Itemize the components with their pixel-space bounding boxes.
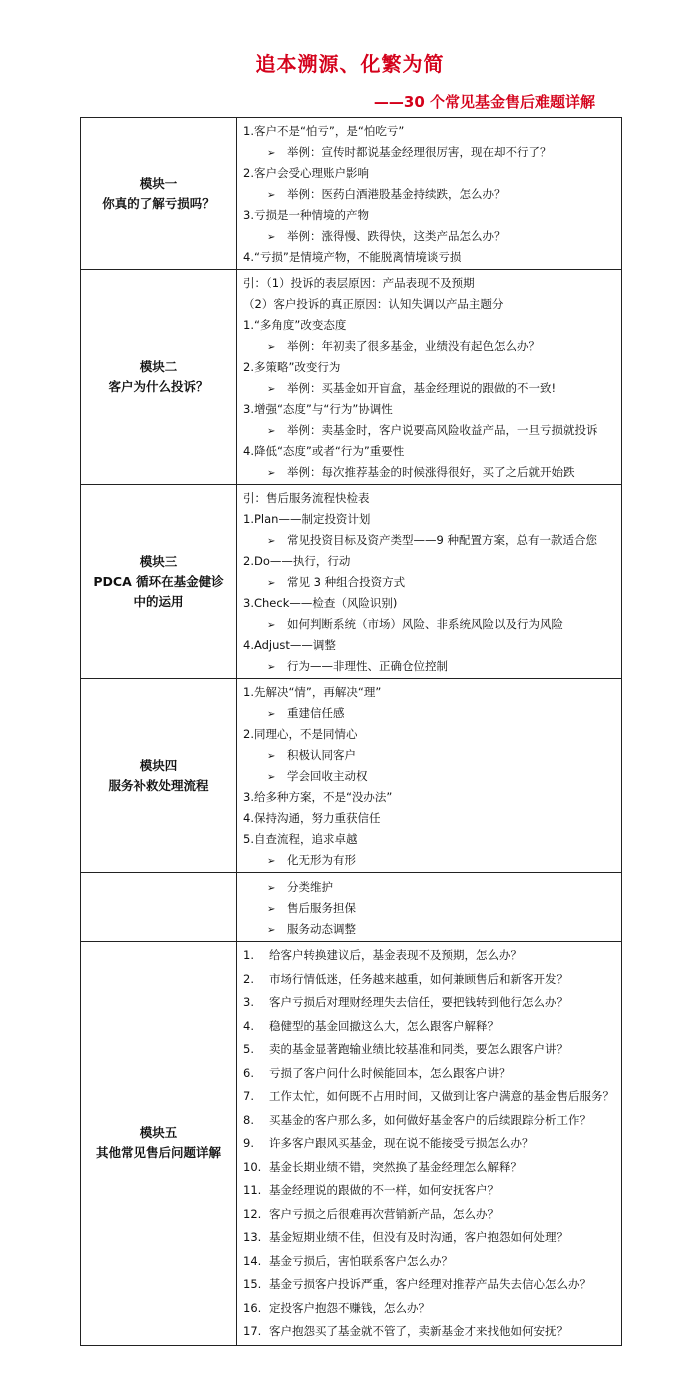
question-item: [237, 1038, 621, 1062]
bullet-item: [237, 614, 621, 635]
question-number: 4.: [243, 1018, 254, 1033]
question-number: 2.: [243, 971, 254, 986]
bullet-text: 举例：宣传时都说基金经理很厉害，现在却不行了？: [287, 145, 552, 159]
module-title-line: PDCA 循环在基金健诊: [93, 573, 224, 589]
outline-item: 3.增强“态度”与“行为”协调性: [243, 402, 393, 416]
module-title-line: 模块一: [139, 175, 178, 191]
module-content-cell: [237, 118, 622, 270]
outline-item: 2.同理心，不是同情心: [243, 727, 358, 741]
outline-item: 1.Plan——制定投资计划: [243, 512, 371, 526]
bullet-item: [237, 420, 621, 441]
arrow-bullet-icon: ➢: [267, 925, 276, 936]
bullet-text: 举例：卖基金时，客户说要高风险收益产品，一旦亏损就投诉: [287, 423, 598, 437]
arrow-bullet-icon: ➢: [267, 856, 276, 867]
bullet-item: [237, 336, 621, 357]
module-title-cell: [81, 485, 237, 679]
outline-item: 1.客户不是“怕亏”，是“怕吃亏”: [243, 124, 405, 138]
arrow-bullet-icon: ➢: [267, 148, 276, 159]
question-item: [237, 944, 621, 968]
module-row: [81, 942, 622, 1346]
module-title-line: 你真的了解亏损吗？: [102, 195, 215, 211]
module-title-line: 中的运用: [133, 593, 184, 609]
course-outline-table: [80, 117, 622, 873]
outline-item: 2.多策略”改变行为: [243, 360, 341, 374]
question-text: 市场行情低迷，任务越来越重，如何兼顾售后和新客开发？: [269, 971, 568, 986]
module-row: [81, 118, 622, 270]
module-row: [81, 873, 622, 942]
outline-item: 2.Do——执行，行动: [243, 554, 351, 568]
question-item: [237, 968, 621, 992]
module-title-cell: [81, 873, 237, 942]
question-number: 3.: [243, 995, 254, 1009]
bullet-text: 举例：涨得慢、跌得快，这类产品怎么办？: [287, 229, 506, 243]
question-text: 给客户转换建议后，基金表现不及预期，怎么办？: [269, 948, 522, 962]
module-row: [81, 679, 622, 873]
question-item: [237, 1156, 621, 1180]
question-text: 基金经理说的跟做的不一样，如何安抚客户？: [269, 1183, 499, 1197]
outline-item: 4.降低“态度”或者“行为”重要性: [243, 444, 405, 458]
bullet-text: 举例：医药白酒港股基金持续跌，怎么办？: [287, 187, 506, 201]
question-number: 15.: [243, 1277, 262, 1291]
question-item: [237, 1062, 621, 1086]
outline-item: 4.“亏损”是情境产物，不能脱离情境谈亏损: [243, 250, 462, 264]
arrow-bullet-icon: ➢: [267, 536, 276, 547]
question-number: 8.: [243, 1112, 254, 1127]
bullet-text: 举例：每次推荐基金的时候涨得很好，买了之后就开始跌: [287, 465, 575, 479]
bullet-item: [237, 766, 621, 787]
document-title: 追本溯源、化繁为简: [255, 52, 445, 76]
question-item: [237, 1179, 621, 1203]
outline-item: 引：售后服务流程快检表: [243, 491, 370, 505]
outline-item: 2.客户会受心理账户影响: [243, 166, 369, 180]
bullet-text: 积极认同客户: [287, 748, 356, 762]
bullet-item: [237, 226, 621, 247]
question-item: [237, 1297, 621, 1321]
outline-item: 5.自查流程，追求卓越: [243, 832, 358, 846]
arrow-bullet-icon: ➢: [267, 751, 276, 762]
bullet-item: [237, 898, 621, 919]
module-title-line: 其他常见售后问题详解: [95, 1145, 221, 1161]
outline-item: 4.保持沟通，努力重获信任: [243, 811, 381, 825]
question-text: 许多客户跟风买基金，现在说不能接受亏损怎么办？: [269, 1136, 534, 1150]
outline-item: 1.先解决“情”，再解决“理”: [243, 685, 382, 699]
question-number: 10.: [243, 1159, 262, 1174]
arrow-bullet-icon: ➢: [267, 342, 276, 353]
question-item: [237, 1109, 621, 1133]
question-item: [237, 1132, 621, 1156]
module-title-cell: [81, 118, 237, 270]
outline-item: （2）客户投诉的真正原因：认知失调以产品主题分: [243, 297, 504, 311]
question-number: 7.: [243, 1089, 254, 1103]
question-text: 买基金的客户那么多，如何做好基金客户的后续跟踪分析工作？: [269, 1112, 591, 1127]
question-item: [237, 991, 621, 1015]
bullet-text: 学会回收主动权: [287, 769, 368, 783]
bullet-item: [237, 703, 621, 724]
question-number: 6.: [243, 1065, 254, 1080]
question-item: [237, 1273, 621, 1297]
arrow-bullet-icon: ➢: [267, 904, 276, 915]
outline-item: 引：（1）投诉的表层原因：产品表现不及预期: [243, 276, 475, 290]
question-item: [237, 1085, 621, 1109]
arrow-bullet-icon: ➢: [267, 190, 276, 201]
question-text: 定投客户抱怨不赚钱，怎么办？: [269, 1300, 430, 1315]
module-title-line: 模块五: [139, 1125, 178, 1141]
question-text: 基金亏损后，害怕联系客户怎么办？: [269, 1253, 453, 1268]
course-outline-table-continued: [80, 872, 622, 1346]
arrow-bullet-icon: ➢: [267, 883, 276, 894]
arrow-bullet-icon: ➢: [267, 578, 276, 589]
arrow-bullet-icon: ➢: [267, 709, 276, 720]
module-title-line: 服务补救处理流程: [108, 777, 209, 793]
bullet-text: 行为——非理性、正确仓位控制: [287, 659, 448, 673]
question-text: 客户亏损之后很难再次营销新产品，怎么办？: [269, 1206, 499, 1221]
outline-item: 3.Check——检查（风险识别): [243, 596, 398, 610]
question-number: 14.: [243, 1253, 262, 1268]
question-number: 9.: [243, 1136, 254, 1150]
outline-item: 4.Adjust——调整: [243, 638, 336, 652]
question-text: 基金长期业绩不错，突然换了基金经理怎么解释？: [269, 1159, 522, 1174]
document-subtitle: ——30 个常见基金售后难题详解: [373, 93, 595, 111]
outline-item: 3.给多种方案，不是“没办法”: [243, 790, 393, 804]
module-content-cell: [237, 942, 622, 1346]
arrow-bullet-icon: ➢: [267, 468, 276, 479]
question-text: 基金短期业绩不佳，但没有及时沟通，客户抱怨如何处理？: [269, 1230, 568, 1244]
question-text: 基金亏损客户投诉严重，客户经理对推荐产品失去信心怎么办？: [269, 1277, 591, 1291]
module-title-line: 模块三: [139, 553, 178, 569]
bullet-text: 售后服务担保: [287, 901, 356, 915]
module-title-line: 模块二: [139, 359, 178, 374]
question-text: 卖的基金显著跑输业绩比较基准和同类，要怎么跟客户讲？: [269, 1042, 568, 1056]
question-text: 稳健型的基金回撤这么大，怎么跟客户解释？: [269, 1018, 499, 1033]
module-title-cell: [81, 942, 237, 1346]
question-text: 工作太忙，如何既不占用时间，又做到让客户满意的基金售后服务？: [269, 1089, 614, 1103]
question-text: 客户抱怨买了基金就不管了，卖新基金才来找他如何安抚？: [269, 1324, 568, 1338]
module-row: [81, 485, 622, 679]
bullet-item: [237, 142, 621, 163]
outline-item: 3.亏损是一种情境的产物: [243, 208, 369, 222]
module-title-cell: [81, 270, 237, 485]
question-number: 1.: [243, 948, 254, 962]
bullet-item: [237, 850, 621, 871]
question-item: [237, 1015, 621, 1039]
question-item: [237, 1226, 621, 1250]
module-row: [81, 270, 622, 485]
outline-item: 1.“多角度”改变态度: [243, 318, 347, 332]
bullet-item: [237, 919, 621, 940]
bullet-item: [237, 378, 621, 399]
question-number: 5.: [243, 1042, 254, 1056]
question-number: 13.: [243, 1230, 262, 1244]
bullet-text: 分类维护: [287, 880, 333, 894]
question-number: 17.: [243, 1324, 262, 1338]
module-content-cell: [237, 270, 622, 485]
arrow-bullet-icon: ➢: [267, 662, 276, 673]
bullet-text: 重建信任感: [287, 706, 345, 720]
bullet-item: [237, 184, 621, 205]
arrow-bullet-icon: ➢: [267, 384, 276, 395]
bullet-text: 常见投资目标及资产类型——9 种配置方案，总有一款适合您: [287, 533, 597, 547]
question-text: 客户亏损后对理财经理失去信任，要把钱转到他行怎么办？: [269, 995, 568, 1009]
arrow-bullet-icon: ➢: [267, 772, 276, 783]
bullet-text: 服务动态调整: [287, 922, 356, 936]
arrow-bullet-icon: ➢: [267, 232, 276, 243]
module-title-line: 客户为什么投诉？: [108, 379, 209, 394]
bullet-text: 常见 3 种组合投资方式: [287, 575, 406, 589]
question-number: 11.: [243, 1183, 262, 1197]
question-number: 12.: [243, 1206, 262, 1221]
bullet-item: [237, 745, 621, 766]
module-content-cell: [237, 485, 622, 679]
bullet-item: [237, 530, 621, 551]
question-item: [237, 1320, 621, 1344]
bullet-item: [237, 877, 621, 898]
module-content-cell: [237, 679, 622, 873]
question-item: [237, 1250, 621, 1274]
question-number: 16.: [243, 1300, 262, 1315]
bullet-item: [237, 656, 621, 677]
question-text: 亏损了客户问什么时候能回本，怎么跟客户讲？: [269, 1065, 511, 1080]
arrow-bullet-icon: ➢: [267, 620, 276, 631]
bullet-text: 举例：买基金如开盲盒，基金经理说的跟做的不一致!: [287, 381, 557, 395]
bullet-text: 化无形为有形: [287, 853, 356, 867]
arrow-bullet-icon: ➢: [267, 426, 276, 437]
module-content-cell: [237, 873, 622, 942]
module-title-line: 模块四: [139, 757, 178, 773]
bullet-text: 如何判断系统（市场）风险、非系统风险以及行为风险: [287, 617, 563, 631]
bullet-item: [237, 572, 621, 593]
module-title-cell: [81, 679, 237, 873]
question-item: [237, 1203, 621, 1227]
bullet-text: 举例：年初卖了很多基金，业绩没有起色怎么办？: [287, 339, 540, 353]
bullet-item: [237, 462, 621, 483]
